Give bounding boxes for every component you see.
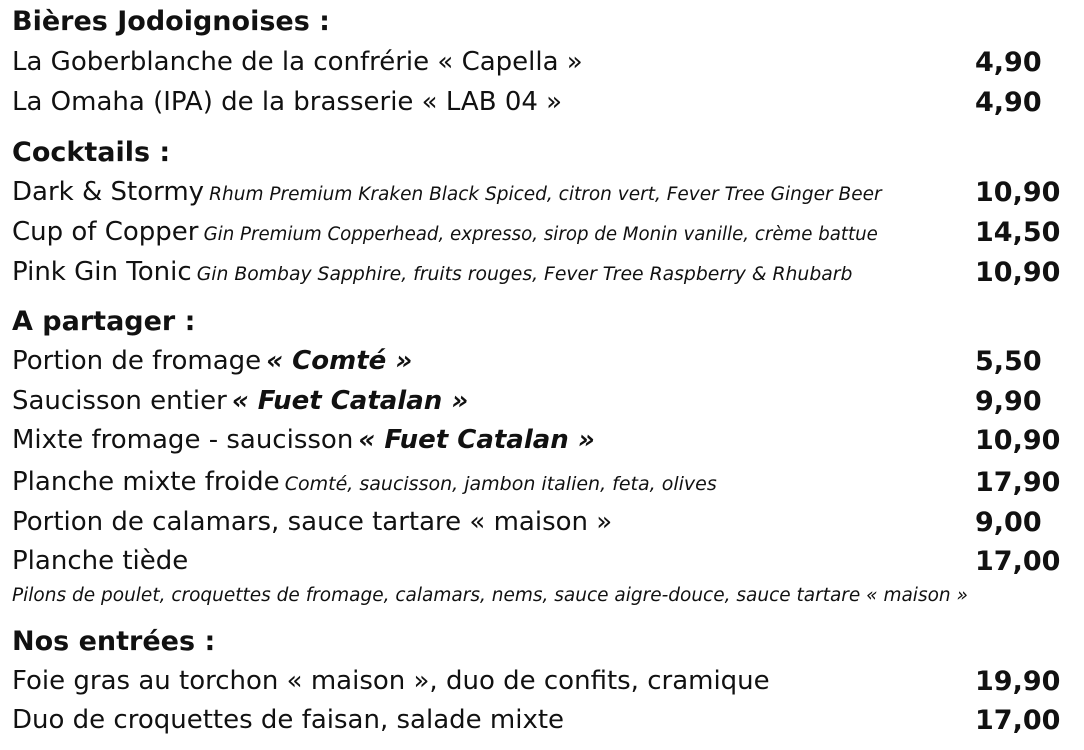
section-title-cocktails: Cocktails : (12, 137, 171, 168)
item-price: 19,90 (975, 666, 1061, 697)
menu-item (12, 425, 1072, 455)
item-price: 17,00 (975, 705, 1061, 736)
menu-item (12, 346, 1072, 376)
item-price: 17,00 (975, 546, 1061, 577)
menu-item (12, 666, 1072, 696)
item-description: Gin Premium Copperhead, expresso, sirop de Monin vanille, crème battue (203, 224, 878, 245)
menu-item (12, 546, 1072, 576)
section-title-partager: A partager : (12, 306, 196, 337)
section-title-bieres: Bières Jodoignoises : (12, 6, 330, 37)
item-name: Saucisson entier (12, 386, 227, 416)
menu-item (12, 217, 1072, 247)
item-price: 5,50 (975, 346, 1042, 377)
item-price: 4,90 (975, 47, 1042, 78)
item-name: Mixte fromage - saucisson (12, 425, 354, 455)
item-price: 10,90 (975, 257, 1061, 288)
item-name: Planche tiède (12, 546, 189, 576)
item-price: 17,90 (975, 467, 1061, 498)
item-name: Duo de croquettes de faisan, salade mixte (12, 705, 565, 735)
item-highlight: « Fuet Catalan » (231, 386, 469, 416)
menu-item (12, 705, 1072, 735)
item-name: Planche mixte froide (12, 467, 280, 497)
menu-item (12, 507, 1072, 537)
item-note: Pilons de poulet, croquettes de fromage, calamars, nems, sauce aigre-douce, sauce tartare « maison » (12, 585, 968, 606)
menu-item (12, 47, 1072, 77)
item-name: La Goberblanche de la confrérie « Capella » (12, 47, 583, 77)
menu-item (12, 87, 1072, 117)
item-description: Gin Bombay Sapphire, fruits rouges, Fever Tree Raspberry & Rhubarb (196, 264, 853, 285)
item-price: 9,00 (975, 507, 1042, 538)
item-price: 4,90 (975, 87, 1042, 118)
item-name: Cup of Copper (12, 217, 199, 247)
item-price: 14,50 (975, 217, 1061, 248)
section-title-entrees: Nos entrées : (12, 626, 216, 657)
item-name: Foie gras au torchon « maison », duo de confits, cramique (12, 666, 770, 696)
item-name: Dark & Stormy (12, 177, 205, 207)
item-highlight: « Comté » (266, 346, 413, 376)
menu-item (12, 177, 1072, 207)
item-name: Portion de fromage (12, 346, 262, 376)
item-name: Portion de calamars, sauce tartare « maison » (12, 507, 613, 537)
item-price: 10,90 (975, 177, 1061, 208)
item-name: Pink Gin Tonic (12, 257, 192, 287)
item-description: Comté, saucisson, jambon italien, feta, olives (284, 473, 717, 495)
item-price: 9,90 (975, 386, 1042, 417)
menu-item (12, 467, 1072, 497)
item-price: 10,90 (975, 425, 1061, 456)
item-name: La Omaha (IPA) de la brasserie « LAB 04 » (12, 87, 563, 117)
menu-item (12, 257, 1072, 287)
item-description: Rhum Premium Kraken Black Spiced, citron vert, Fever Tree Ginger Beer (209, 184, 882, 205)
menu-item (12, 386, 1072, 416)
item-highlight: « Fuet Catalan » (358, 425, 595, 455)
